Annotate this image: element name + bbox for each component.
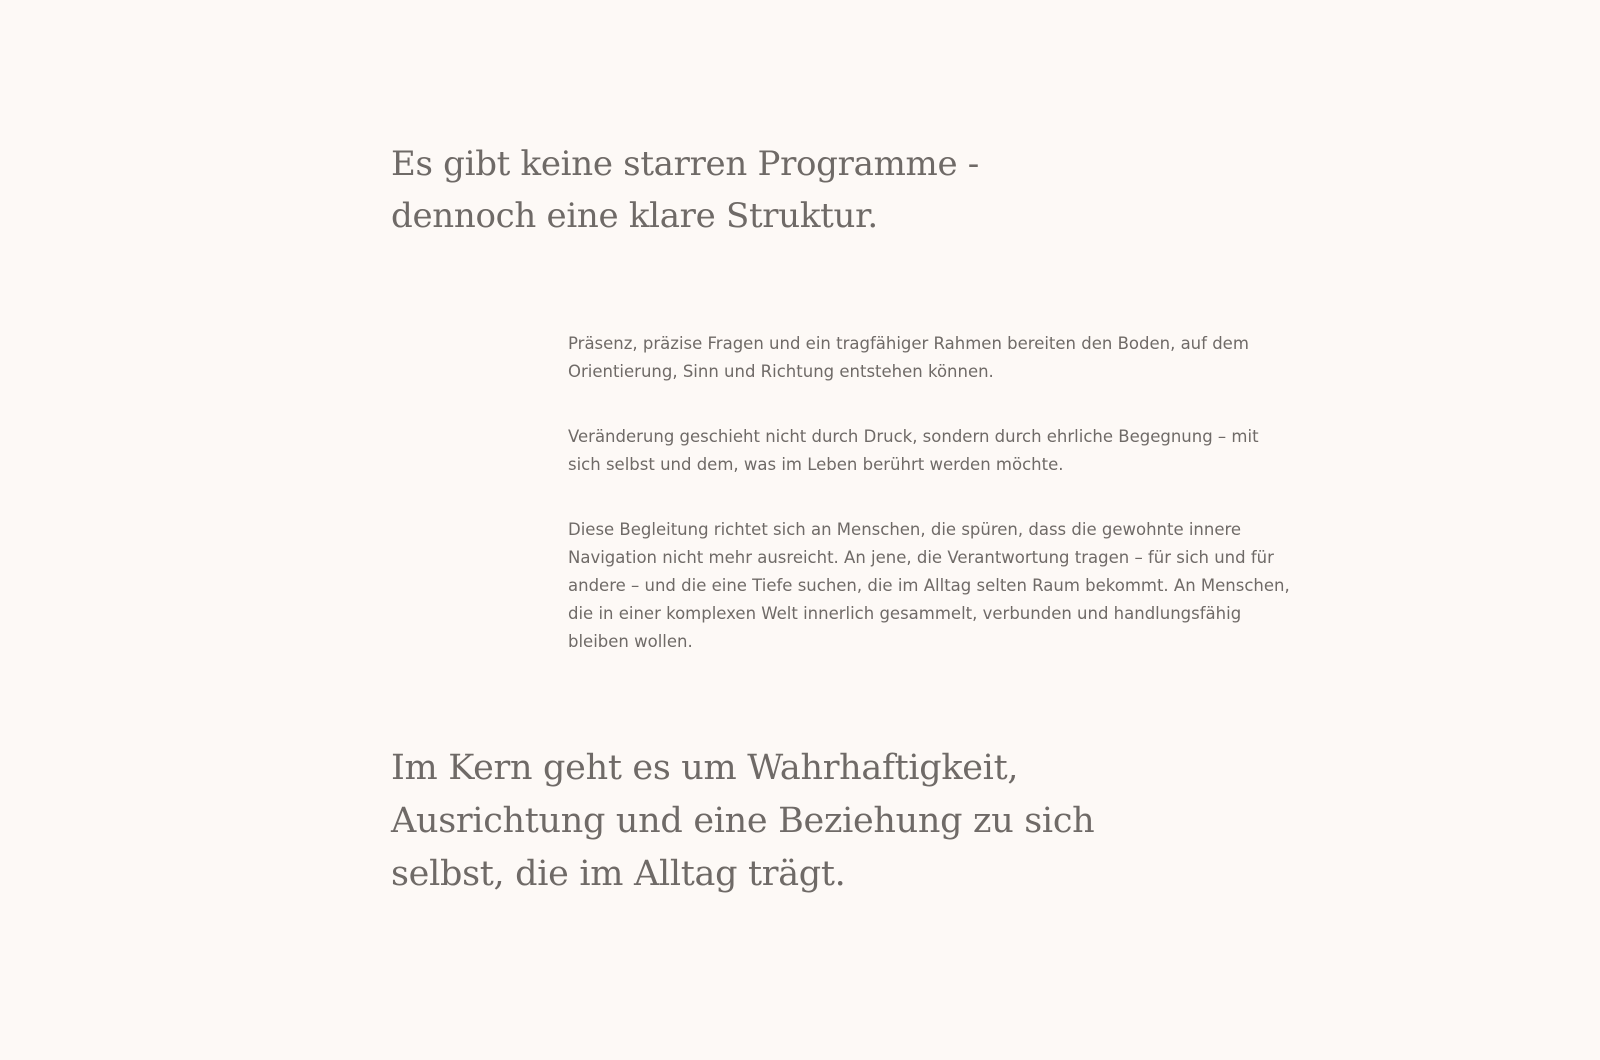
core-heading-line: selbst, die im Alltag trägt. — [391, 854, 846, 894]
paragraph-presence — [568, 330, 1288, 386]
core-heading-line: Im Kern geht es um Wahrhaftigkeit, — [391, 748, 1019, 788]
paragraph-line: Veränderung geschieht nicht durch Druck, sondern durch ehrliche Begegnung – mit — [568, 427, 1259, 446]
paragraph-audience — [568, 516, 1288, 656]
paragraph-line: Diese Begleitung richtet sich an Menschen, die spüren, dass die gewohnte innere — [568, 520, 1242, 539]
paragraph-line: andere – und die eine Tiefe suchen, die im Alltag selten Raum bekommt. An Menschen, — [568, 576, 1290, 595]
intro-heading-line: dennoch eine klare Struktur. — [391, 196, 878, 236]
paragraph-line: sich selbst und dem, was im Leben berührt werden möchte. — [568, 455, 1064, 474]
core-heading-line: Ausrichtung und eine Beziehung zu sich — [391, 801, 1095, 841]
paragraph-line: die in einer komplexen Welt innerlich gesammelt, verbunden und handlungsfähig — [568, 604, 1242, 623]
intro-heading-line: Es gibt keine starren Programme - — [391, 144, 979, 184]
paragraph-line: Navigation nicht mehr ausreicht. An jene, die Verantwortung tragen – für sich und für — [568, 548, 1274, 567]
core-heading — [391, 742, 1094, 901]
intro-heading — [391, 138, 979, 242]
paragraph-line: Orientierung, Sinn und Richtung entstehen können. — [568, 362, 994, 381]
body-text — [568, 330, 1288, 693]
paragraph-line: bleiben wollen. — [568, 632, 693, 651]
paragraph-line: Präsenz, präzise Fragen und ein tragfähiger Rahmen bereiten den Boden, auf dem — [568, 334, 1249, 353]
paragraph-change — [568, 423, 1288, 479]
